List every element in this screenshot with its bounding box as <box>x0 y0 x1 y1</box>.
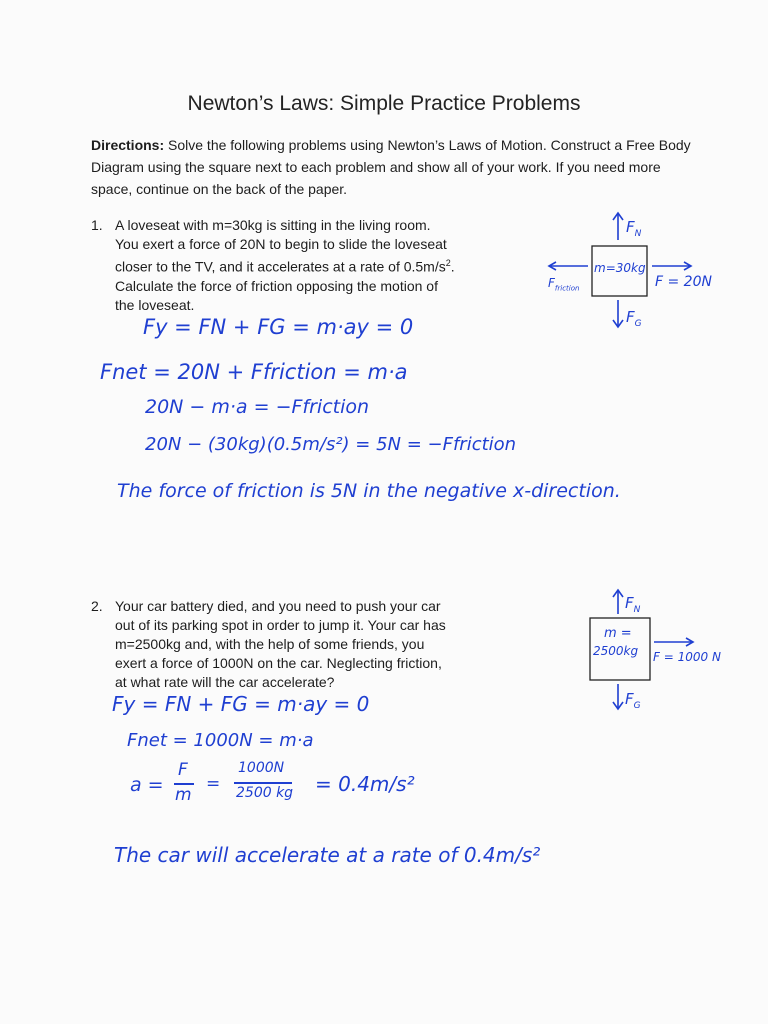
problem-number: 1. <box>91 217 103 233</box>
fbd-gravity-force-label: $F_G$ <box>626 308 642 329</box>
work-line: Fy = FN + FG = m·ay = 0 <box>143 315 414 339</box>
work-line: 20N − (30kg)(0.5m/s²) = 5N = −Ffriction <box>145 434 517 455</box>
problem-1 <box>91 216 471 316</box>
directions-line-3: space, continue on the back of the paper. <box>91 181 348 197</box>
page-title: Newton’s Laws: Simple Practice Problems <box>187 92 581 115</box>
fraction-1-numerator: F <box>178 760 188 780</box>
acceleration-result: = 0.4m/s² <box>315 772 415 796</box>
fbd-friction-force-label: $F_{friction}$ <box>548 276 580 293</box>
directions-label: Directions: <box>91 137 165 153</box>
problem-number: 2. <box>91 598 103 614</box>
fbd-gravity-force-label: $F_G$ <box>625 690 641 711</box>
work-line-acceleration <box>130 760 430 810</box>
fbd-normal-force-label: $F_N$ <box>625 594 641 615</box>
problem-2 <box>91 597 471 697</box>
fraction-2-numerator: 1000N <box>238 760 285 776</box>
fraction-2-bar <box>234 782 292 784</box>
fbd-normal-force-label: $F_N$ <box>626 218 642 239</box>
work-line: Fnet = 1000N = m·a <box>127 730 314 751</box>
directions-line-1: Solve the following problems using Newton’s Laws of Motion. Construct a Free Body <box>168 137 691 153</box>
work-line: 20N − m·a = −Ffriction <box>145 396 370 418</box>
answer-2: The car will accelerate at a rate of 0.4m/s² <box>114 843 541 867</box>
free-body-diagram-2 <box>580 586 760 716</box>
problem-line: You exert a force of 20N to begin to slide the loveseat <box>115 236 447 252</box>
directions <box>91 134 691 200</box>
problem-line: exert a force of 1000N on the car. Neglecting friction, <box>115 655 442 671</box>
problem-line: Calculate the force of friction opposing the motion of <box>115 277 438 294</box>
problem-line: at what rate will the car accelerate? <box>115 674 335 690</box>
work-line: Fnet = 20N + Ffriction = m·a <box>100 360 408 384</box>
problem-line: A loveseat with m=30kg is sitting in the living room. <box>115 217 431 233</box>
fbd-mass-label: m = <box>604 626 632 641</box>
fbd-applied-force-label: F = 1000 N <box>653 650 721 664</box>
accel-lhs: a = <box>130 774 164 796</box>
problem-line: out of its parking spot in order to jump it. Your car has <box>115 617 446 633</box>
fbd-mass-value: 2500kg <box>593 644 639 658</box>
directions-line-2: Diagram using the square next to each problem and show all of your work. If you need more <box>91 159 661 175</box>
fraction-2-denominator: 2500 kg <box>236 785 294 801</box>
answer-1: The force of friction is 5N in the negative x-direction. <box>117 480 621 502</box>
fbd-applied-force-label: F = 20N <box>655 274 712 290</box>
problem-line: m=2500kg and, with the help of some friends, you <box>115 636 425 652</box>
free-body-diagram-1 <box>540 208 740 338</box>
fraction-1-denominator: m <box>175 785 192 805</box>
problem-line: Your car battery died, and you need to push your car <box>115 598 441 614</box>
problem-line: closer to the TV, and it accelerates at a rate of $0.5m/s^2$. <box>115 258 455 275</box>
work-line: Fy = FN + FG = m·ay = 0 <box>112 692 370 716</box>
problem-line: the loveseat. <box>115 296 195 313</box>
fbd-mass-label: m=30kg <box>594 261 646 275</box>
equals-sign: = <box>206 774 221 794</box>
